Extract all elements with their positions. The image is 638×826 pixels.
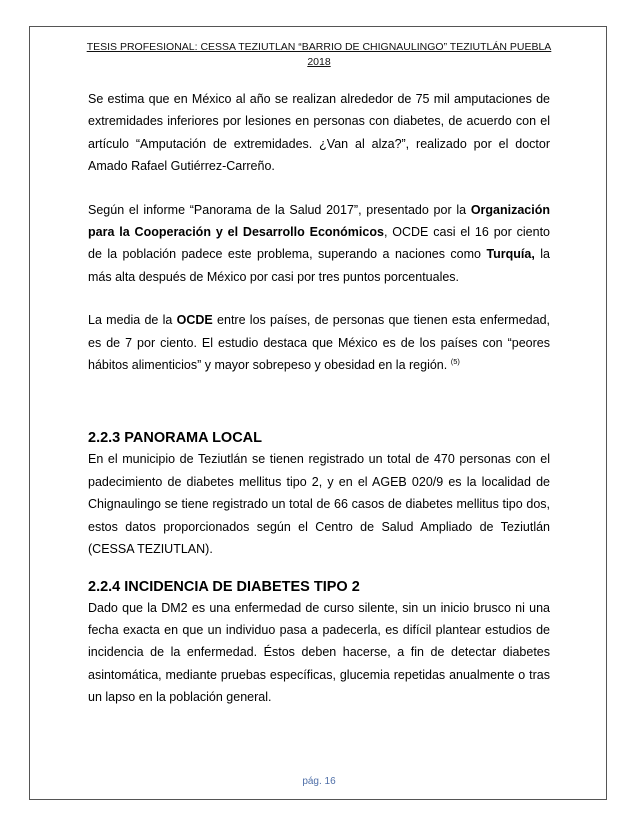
section-heading-incidencia: 2.2.4 INCIDENCIA DE DIABETES TIPO 2: [88, 578, 360, 595]
section-heading-panorama-local: 2.2.3 PANORAMA LOCAL: [88, 430, 263, 447]
reference-marker: (5): [450, 356, 460, 366]
bold-organization: Organización para la Cooperación y el Desarrollo Económicos: [88, 202, 550, 240]
page-header: [60, 40, 578, 70]
header-title: TESIS PROFESIONAL: CESSA TEZIUTLAN “BARRIO DE CHIGNAULINGO” TEZIUTLÁN PUEBLA: [86, 41, 552, 53]
paragraph-incidencia: Dado que la DM2 es una enfermedad de curso silente, sin un inicio brusco ni una fecha exacta en que un individuo pasa a padecerla, es difícil plantear estudios de incidencia de la enfermedad. Éstos deben hacerse, a fin de detectar diabetes asintomática, mediante pruebas específicas, glucemia repetidas anualmente o tras un lapso en la población general.: [88, 600, 550, 705]
paragraph-amputations: Se estima que en México al año se realizan alrededor de 75 mil amputaciones de extremidades inferiores por lesiones en personas con diabetes, de acuerdo con el artículo “Amputación de extremidades. ¿Van al alza?”, realizado por el doctor Amado Rafael Gutiérrez-Carreño.: [88, 92, 550, 174]
page-number: pág. 16: [302, 776, 336, 787]
bold-turquia: Turquía,: [486, 247, 535, 262]
paragraph-ocde-report: Según el informe “Panorama de la Salud 2017”, presentado por la Organización para la Cooperación y el Desarrollo Económicos, OCDE casi el 16 por ciento de la población padece este problema, superando a naciones como Turquía, la más alta después de México por casi por tres puntos porcentuales.: [88, 202, 551, 284]
paragraph-ocde-average: La media de la OCDE entre los países, de personas que tienen esta enfermedad, es de 7 por ciento. El estudio destaca que México es de los países con “peores hábitos alimenticios” y mayor sobrepeso y obesidad en la región. $^{(5)}$: [88, 313, 550, 373]
paragraph-panorama-local: En el municipio de Teziutlán se tienen registrado un total de 470 personas con el padecimiento de diabetes mellitus tipo 2, y en el AGEB 020/9 es la localidad de Chignaulingo se tiene registrado un total de 66 casos de diabetes mellitus tipo dos, estos datos proporcionados según el Centro de Salud Ampliado de Teziutlán (CESSA TEZIUTLAN).: [88, 452, 550, 557]
page-body: [88, 88, 550, 709]
header-year: 2018: [307, 56, 331, 68]
bold-ocde: OCDE: [176, 313, 213, 328]
